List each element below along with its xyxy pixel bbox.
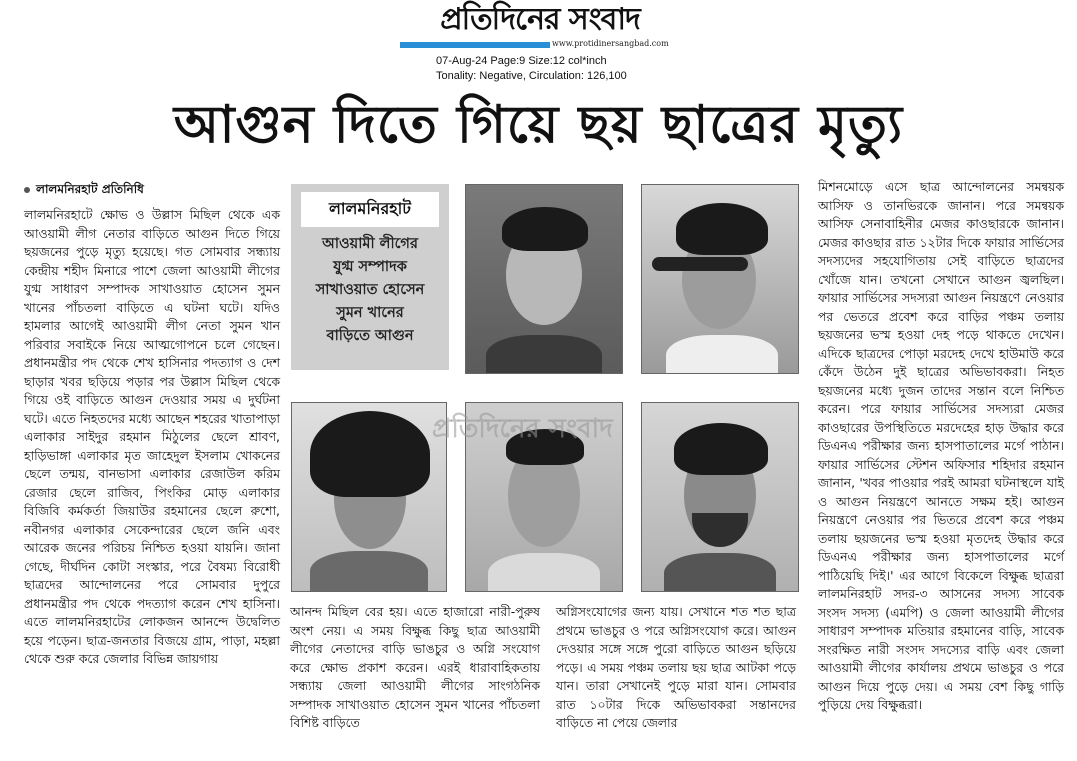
byline-text: লালমনিরহাট প্রতিনিধি xyxy=(36,182,144,196)
column-text: মিশনমোড়ে এসে ছাত্র আন্দোলনের সমন্বয়ক আসিফ ও তানভিরকে জানান। পরে সমন্বয়ক আসিফ সেনাবাহিনীর মেজর কাওছারকে জানান। মেজর কাওছার রাত ১২টার দিকে ফায়ার সার্ভিসের সদস্যদের সহযোগিতায় সেই বাড়িতে ছাত্রদের খোঁজে যান। তখনো সেখানে আগুন জ্বলছিল। ফায়ার সার্ভিসের সদস্যরা আগুন নিয়ন্ত্রণে নেওয়ার পর ভেতরে প্রবেশ করে বাড়ির পঞ্চম তলায় ছয়জনের ভস্ম হওয়া দেহ পড়ে থাকতে দেখেন। এদিকে ছাত্রদের পোড়া মরদেহ দেখে হাউমাউ করে কেঁদে উঠেন দুই ছাত্রের অভিভাবকরা। নিহত ছয়জনের মধ্যে দুজন তাদের সন্তান বলে নিশ্চিত করেন। পরে ফায়ার সার্ভিসের সদস্যরা মেজর কাওছারের উপস্থিতিতে মরদেহের হাড় উদ্ধার করে ডিএনএ পরীক্ষার জন্য হাসপাতালের মর্গে পাঠান। ফায়ার সার্ভিসের স্টেশন অফিসার শহিদার রহমান জানান, 'খবর পাওয়ার পরই আমরা ঘটনাস্থলে যাই ও আগুন নিয়ন্ত্রণে আনতে সক্ষম হই। আগুন নিয়ন্ত্রণে নেওয়ার পর ভিতরে প্রবেশ করে পঞ্চম তলায় ছয়জনের ভস্ম হওয়া মৃতদেহ উদ্ধার করে ডিএনএ পরীক্ষার জন্য হাসপাতালের মর্গে পাঠিয়েছি দিই।' এর আগে বিকেলে বিক্ষুব্ধ ছাত্ররা লালমনিরহাট সদর-৩ আসনের সদস্য সাবেক সংসদ সদস্য (এমপি) ও জেলা আওয়ামী লীগের সাধারণ সম্পাদক মতিয়ার রহমানের বাড়ি, সাবেক সংরক্ষিত নারী সংসদ সদস্যের বাড়ি এবং জেলা আওয়ামী লীগের কার্যালয় প্রথমে ভাঙচুর ও পরে আগুন দিয়ে পুড়ে দেয়। এ সময় বেশ কিছু গাড়ি পুড়িয়ে দেয় বিক্ষুব্ধরা। xyxy=(818,179,1064,712)
victim-photo-3 xyxy=(291,402,447,592)
highlight-box xyxy=(291,184,449,370)
logo-accent-bar xyxy=(400,42,550,48)
victim-photo-2 xyxy=(641,184,799,374)
meta-date-size: 07-Aug-24 Page:9 Size:12 col*inch xyxy=(436,55,607,67)
highlight-line: বাড়িতে আগুন xyxy=(326,328,414,344)
column-text: লালমনিরহাটে ক্ষোভ ও উল্লাস মিছিল থেকে এক আওয়ামী লীগ নেতার বাড়িতে আগুন দিতে গিয়ে ছয়জনের পুড়ে মৃত্যু হয়েছে। গত সোমবার সন্ধ্যায় কেন্দ্রীয় শহীদ মিনারে পাশে জেলা আওয়ামী লীগের যুগ্ম সাধারণ সম্পাদক সাখাওয়াত হোসেন সুমন খানের পাঁচতলা বাড়িতে এ ঘটনা ঘটে। যদিও হামলার আগেই আওয়ামী লীগ নেতা সুমন খান পরিবার সবাইকে নিয়ে আত্মগোপনে চলে গেছেন। প্রধানমন্ত্রীর পদ থেকে শেখ হাসিনার পদত্যাগ ও দেশ ছাড়ার খবর ছড়িয়ে পড়ার পর উল্লাস মিছিল থেকে গিয়ে ওই বাড়িতে আগুন দেওয়ার সময় এ দুর্ঘটনা ঘটে। এতে নিহতদের মধ্যে আছেন শহরের খাতাপাড়া এলাকার সাইদুর রহমান মিঠুলের ছেলে শ্রাবণ, হাড়িভাঙ্গা এলাকার মৃত জাহেদুল ইসলাম খোকনের ছেলে তন্ময়, বানভাসা এলাকার রেজাউল করিম রেজার ছেলে রাজিব, পিংকির মোড় এলাকার বিজিবি কর্মকর্তা জিয়াউর রহমানের ছেলে রুশো, নবীনগর এলাকার সেকেন্দারের ছেলে জনি এবং আরেক জনের পরিচয় নিশ্চিত হওয়া যায়নি। জানা গেছে, দীর্ঘদিন কোটা সংস্কার, পরে বৈষম্য বিরোধী ছাত্রদের আন্দোলনের পরে সোমবার দুপুরে প্রধানমন্ত্রীর পদ থেকে পদত্যাগ করেন শেখ হাসিনা। এতে লালমনিরহাটের লোকজন আনন্দে উদ্বেলিত হয়ে পড়েন। ছাত্র-জনতার বিজয়ে গ্রাম, পাড়া, মহল্লা থেকে শুরু করে জেলার বিভিন্ন জায়গায় xyxy=(24,207,280,666)
column-text: আনন্দ মিছিল বের হয়। এতে হাজারো নারী-পুরুষ অংশ নেয়। এ সময় বিক্ষুব্ধ কিছু ছাত্র আওয়ামী লীগের নেতাদের বাড়ি ভাঙচুর ও অগ্নি সংযোগ করে ক্ষোভ প্রকাশ করেন। এরই ধারাবাহিকতায় সন্ধ্যায় জেলা আওয়ামী লীগের সাংগঠনিক সম্পাদক সাখাওয়াত হোসেন সুমন খানের পাঁচতলা বিশিষ্ট বাড়িতে xyxy=(290,604,540,730)
article-headline: আগুন দিতে গিয়ে ছয় ছাত্রের মৃত্যু xyxy=(173,95,904,155)
newspaper-logo: প্রতিদিনের সংবাদ xyxy=(440,2,640,37)
article-column-4 xyxy=(818,178,1064,715)
highlight-line: সুমন খানের xyxy=(336,305,404,321)
watermark: প্রতিদিনের সংবাদ xyxy=(432,414,613,444)
article-column-3 xyxy=(556,603,796,733)
clipping-meta xyxy=(436,54,627,84)
website-url: www.protidinersangbad.com xyxy=(552,39,669,48)
sunglasses-icon xyxy=(652,257,748,271)
victim-photo-1 xyxy=(465,184,623,374)
column-text: অগ্নিসংযোগের জন্য যায়। সেখানে শত শত ছাত্র প্রথমে ভাঙচুর ও পরে অগ্নিসংযোগ করে। আগুন দেওয়ার সঙ্গে সঙ্গে পুরো বাড়িতে আগুন ছড়িয়ে পড়ে। এ সময় পঞ্চম তলায় ছয় ছাত্র আটকা পড়ে যান। তারা সেখানেই পুড়ে মারা যান। সোমবার রাত ১০টার দিকে অভিভাবকরা সন্তানদের বাড়িতে না পেয়ে জেলার xyxy=(556,604,796,730)
masthead xyxy=(400,2,680,52)
highlight-box-body xyxy=(291,233,449,348)
bullet-icon xyxy=(24,187,30,193)
byline xyxy=(24,181,144,201)
highlight-line: আওয়ামী লীগের xyxy=(322,236,418,252)
article-column-2 xyxy=(290,603,540,733)
article-column-1 xyxy=(24,206,280,669)
highlight-box-heading: লালমনিরহাট xyxy=(301,192,439,227)
highlight-line: সাখাওয়াত হোসেন xyxy=(315,282,425,298)
highlight-line: যুগ্ম সম্পাদক xyxy=(333,259,407,275)
victim-photo-5 xyxy=(641,402,799,592)
meta-tonality: Tonality: Negative, Circulation: 126,100 xyxy=(436,70,627,82)
